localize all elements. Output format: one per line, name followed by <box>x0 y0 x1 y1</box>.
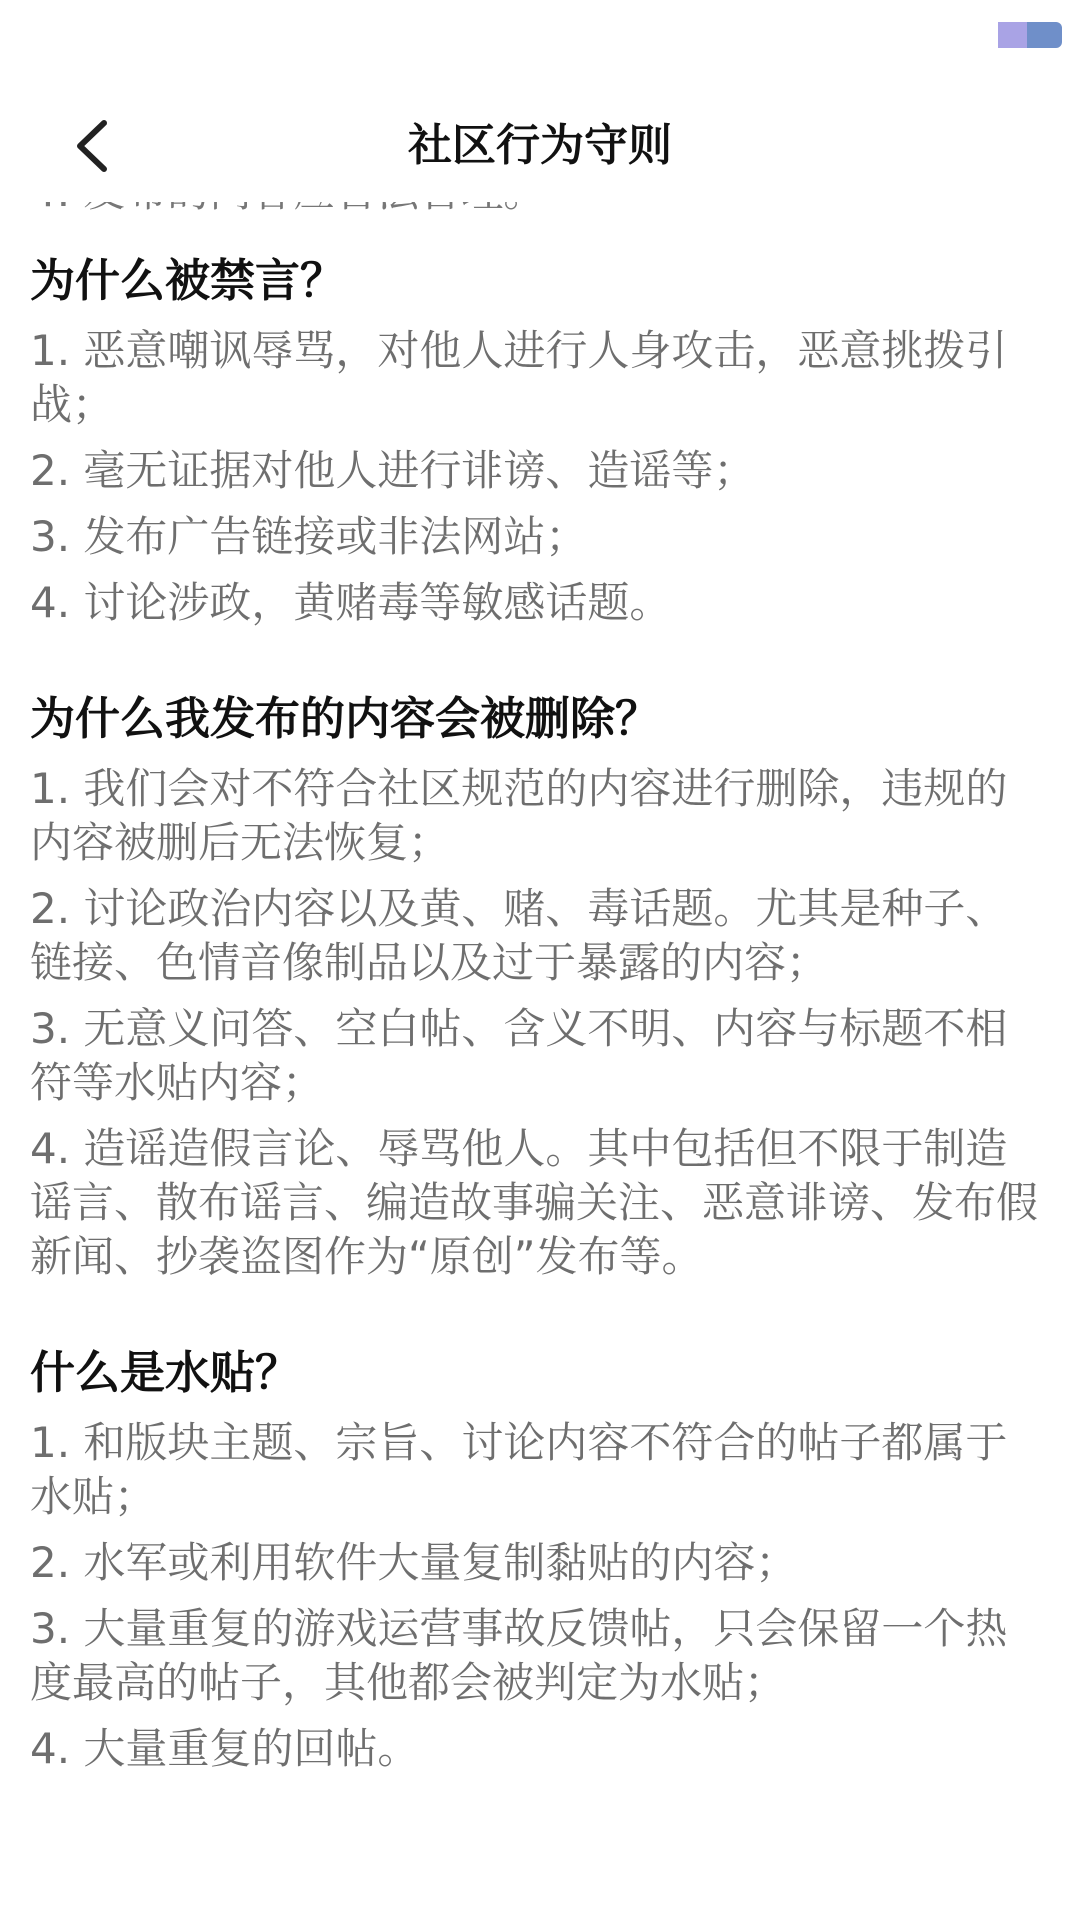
guidelines-content <box>30 202 1040 1776</box>
list-item: 2. 水军或利用软件大量复制黏贴的内容； <box>30 1538 798 1587</box>
list-item: 3. 发布广告链接或非法网站； <box>30 512 588 561</box>
list-item: 1. 和版块主题、宗旨、讨论内容不符合的帖子都属于水贴； <box>30 1418 1008 1521</box>
app-header <box>0 90 1080 202</box>
section-title-deleted: 为什么我发布的内容会被删除？ <box>30 692 661 745</box>
list-item: 3. 无意义问答、空白帖、含义不明、内容与标题不相符等水贴内容； <box>30 1004 1008 1107</box>
status-bar <box>0 0 1080 90</box>
battery-icon <box>998 22 1062 48</box>
list-item: 1. 我们会对不符合社区规范的内容进行删除，违规的内容被删后无法恢复； <box>30 764 1008 867</box>
list-item: 4. 大量重复的回帖。 <box>30 1724 420 1773</box>
list-item: 1. 恶意嘲讽辱骂，对他人进行人身攻击，恶意挑拨引战； <box>30 326 1008 429</box>
page-title: 社区行为守则 <box>408 120 672 171</box>
list-item: 4. 造谣造假言论、辱骂他人。其中包括但不限于制造谣言、散布谣言、编造故事骗关注、恶意诽谤、发布假新闻、抄袭盗图作为“原创”发布等。 <box>30 1124 1039 1281</box>
section-title-spam: 什么是水贴？ <box>30 1346 301 1399</box>
list-item: 4. 讨论涉政，黄赌毒等敏感话题。 <box>30 578 672 627</box>
list-item: 2. 毫无证据对他人进行诽谤、造谣等； <box>30 446 756 495</box>
battery-level <box>998 22 1027 48</box>
section-title-mute: 为什么被禁言？ <box>30 254 346 307</box>
list-item: 2. 讨论政治内容以及黄、赌、毒话题。尤其是种子、链接、色情音像制品以及过于暴露的内容； <box>30 884 1008 987</box>
list-item: 3. 大量重复的游戏运营事故反馈帖，只会保留一个热度最高的帖子，其他都会被判定为水贴； <box>30 1604 1008 1707</box>
